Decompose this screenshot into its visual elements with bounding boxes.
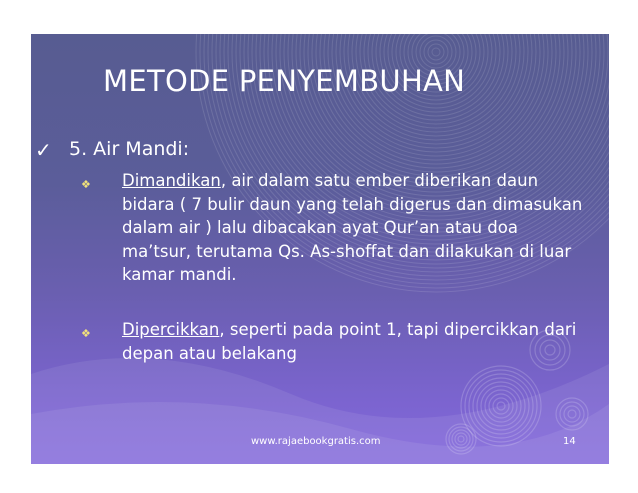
item-text: , seperti pada point 1, tapi dipercikkan dari depan atau belakang (122, 320, 577, 363)
slide (31, 34, 609, 464)
footer-url: www.rajaebookgratis.com (251, 436, 381, 447)
item-term: Dimandikan (122, 171, 221, 190)
check-mark-icon: ✓ (35, 138, 52, 162)
diamond-bullet-icon: ❖ (81, 178, 91, 191)
page-number: 14 (563, 436, 576, 447)
slide-title: METODE PENYEMBUHAN (103, 64, 466, 98)
list-item (122, 169, 592, 287)
item-text: , air dalam satu ember diberikan daun bidara ( 7 bulir daun yang telah digerus dan dimasukan dalam air ) lalu dibacakan ayat Qur’an atau doa ma’tsur, terutama Qs. As-shoffat dan dilakukan di luar kamar mandi. (122, 171, 583, 284)
diamond-bullet-icon: ❖ (81, 327, 91, 340)
section-heading: 5. Air Mandi: (69, 138, 190, 160)
item-term: Dipercikkan (122, 320, 220, 339)
list-item (122, 318, 592, 365)
